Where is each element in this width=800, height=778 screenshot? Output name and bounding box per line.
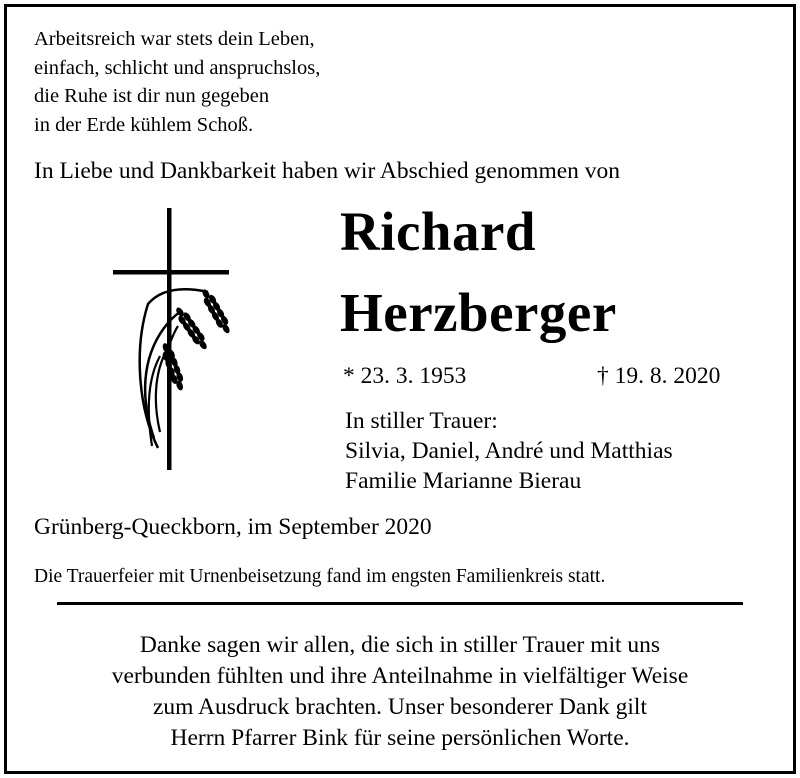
cross-wheat-icon (108, 208, 248, 478)
mourners-line: Silvia, Daniel, André und Matthias (345, 438, 673, 464)
thanks-line: Herrn Pfarrer Bink für seine persönlichen Worte. (170, 725, 630, 751)
divider (57, 602, 743, 605)
deceased-last-name: Herzberger (340, 282, 617, 343)
mourners (345, 406, 673, 496)
thanks-line: verbunden fühlten und ihre Anteilnahme in vielfältiger Weise (111, 663, 689, 689)
thanks-line: zum Ausdruck brachten. Unser besonderer Dank gilt (152, 694, 647, 720)
thanks-text (0, 630, 800, 754)
intro-text: In Liebe und Dankbarkeit haben wir Abschied genommen von (34, 158, 621, 184)
place-date: Grünberg-Queckborn, im September 2020 (34, 514, 432, 540)
mourners-line: Familie Marianne Bierau (345, 468, 582, 494)
poem (34, 25, 320, 139)
poem-line: die Ruhe ist dir nun gegeben (34, 85, 270, 107)
death-date: † 19. 8. 2020 (597, 363, 721, 389)
poem-line: einfach, schlicht und anspruchslos, (34, 56, 321, 79)
poem-line: in der Erde kühlem Schoß. (34, 113, 254, 136)
thanks-line: Danke sagen wir allen, die sich in stiller Trauer mit uns (139, 632, 661, 658)
deceased-first-name: Richard (340, 201, 536, 262)
funeral-note: Die Trauerfeier mit Urnenbeisetzung fand im engsten Familienkreis statt. (34, 566, 606, 587)
mourners-line: In stiller Trauer: (345, 408, 498, 434)
birth-date: * 23. 3. 1953 (343, 363, 467, 389)
poem-line: Arbeitsreich war stets dein Leben, (34, 28, 315, 50)
